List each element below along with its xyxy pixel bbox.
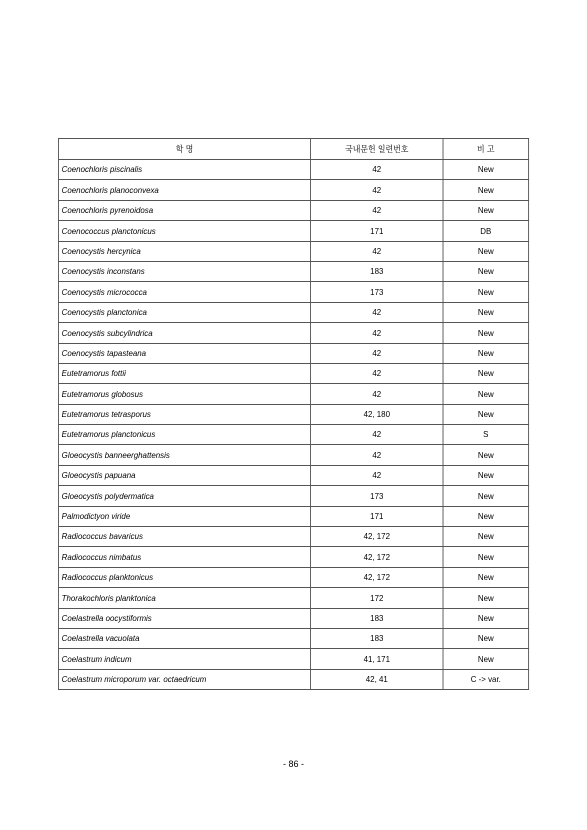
species-name-cell: Coelastrum indicum bbox=[58, 649, 310, 669]
remark-cell: New bbox=[443, 588, 529, 608]
table-row bbox=[58, 282, 528, 302]
remark-cell: New bbox=[443, 302, 529, 322]
table-row bbox=[58, 669, 528, 689]
table-row bbox=[58, 547, 528, 567]
header-reference-number: 국내문헌 일련번호 bbox=[311, 139, 443, 160]
table-row bbox=[58, 261, 528, 281]
table-header-row bbox=[58, 139, 528, 160]
species-name-cell: Coenocystis hercynica bbox=[58, 241, 310, 261]
table-row bbox=[58, 506, 528, 526]
table-row bbox=[58, 384, 528, 404]
remark-cell: New bbox=[443, 384, 529, 404]
remark-cell: New bbox=[443, 200, 529, 220]
species-name-cell: Radiococcus planktonicus bbox=[58, 567, 310, 587]
table-body bbox=[58, 160, 528, 690]
table-row bbox=[58, 567, 528, 587]
species-name-cell: Gloeocystis papuana bbox=[58, 465, 310, 485]
header-scientific-name: 학 명 bbox=[58, 139, 310, 160]
remark-cell: New bbox=[443, 343, 529, 363]
species-name-cell: Radiococcus bavaricus bbox=[58, 527, 310, 547]
species-name-cell: Eutetramorus fottii bbox=[58, 363, 310, 383]
table-row bbox=[58, 343, 528, 363]
table-row bbox=[58, 363, 528, 383]
table-row bbox=[58, 323, 528, 343]
remark-cell: New bbox=[443, 363, 529, 383]
reference-number-cell: 42 bbox=[311, 425, 443, 445]
remark-cell: C -> var. bbox=[443, 669, 529, 689]
reference-number-cell: 171 bbox=[311, 221, 443, 241]
species-name-cell: Palmodictyon viride bbox=[58, 506, 310, 526]
table-row bbox=[58, 608, 528, 628]
reference-number-cell: 42, 41 bbox=[311, 669, 443, 689]
reference-number-cell: 42, 180 bbox=[311, 404, 443, 424]
page-number: - 86 - bbox=[282, 759, 304, 769]
table-row bbox=[58, 200, 528, 220]
species-name-cell: Gloeocystis polydermatica bbox=[58, 486, 310, 506]
table-row bbox=[58, 241, 528, 261]
table-row bbox=[58, 445, 528, 465]
species-name-cell: Coenocystis planctonica bbox=[58, 302, 310, 322]
reference-number-cell: 42 bbox=[311, 180, 443, 200]
remark-cell: New bbox=[443, 282, 529, 302]
species-name-cell: Eutetramorus tetrasporus bbox=[58, 404, 310, 424]
remark-cell: New bbox=[443, 567, 529, 587]
remark-cell: New bbox=[443, 547, 529, 567]
species-name-cell: Coenocystis micrococca bbox=[58, 282, 310, 302]
species-name-cell: Coenochloris piscinalis bbox=[58, 160, 310, 180]
species-name-cell: Coenocystis inconstans bbox=[58, 261, 310, 281]
table-row bbox=[58, 180, 528, 200]
reference-number-cell: 42 bbox=[311, 200, 443, 220]
table-row bbox=[58, 221, 528, 241]
table-row bbox=[58, 527, 528, 547]
species-name-cell: Radiococcus nimbatus bbox=[58, 547, 310, 567]
reference-number-cell: 42, 172 bbox=[311, 527, 443, 547]
reference-number-cell: 172 bbox=[311, 588, 443, 608]
remark-cell: S bbox=[443, 425, 529, 445]
remark-cell: New bbox=[443, 160, 529, 180]
table-row bbox=[58, 486, 528, 506]
table-row bbox=[58, 628, 528, 648]
remark-cell: New bbox=[443, 261, 529, 281]
remark-cell: New bbox=[443, 404, 529, 424]
reference-number-cell: 42 bbox=[311, 241, 443, 261]
reference-number-cell: 41, 171 bbox=[311, 649, 443, 669]
header-remarks: 비 고 bbox=[443, 139, 529, 160]
species-table bbox=[58, 138, 529, 690]
remark-cell: DB bbox=[443, 221, 529, 241]
table-row bbox=[58, 302, 528, 322]
reference-number-cell: 42, 172 bbox=[311, 567, 443, 587]
species-name-cell: Coenochloris pyrenoidosa bbox=[58, 200, 310, 220]
species-name-cell: Coenochloris planoconvexa bbox=[58, 180, 310, 200]
reference-number-cell: 42 bbox=[311, 343, 443, 363]
species-name-cell: Eutetramorus globosus bbox=[58, 384, 310, 404]
species-name-cell: Coenococcus planctonicus bbox=[58, 221, 310, 241]
reference-number-cell: 42, 172 bbox=[311, 547, 443, 567]
remark-cell: New bbox=[443, 608, 529, 628]
remark-cell: New bbox=[443, 628, 529, 648]
species-name-cell: Gloeocystis banneerghattensis bbox=[58, 445, 310, 465]
table-row bbox=[58, 404, 528, 424]
reference-number-cell: 42 bbox=[311, 384, 443, 404]
reference-number-cell: 42 bbox=[311, 445, 443, 465]
reference-number-cell: 42 bbox=[311, 465, 443, 485]
table-row bbox=[58, 465, 528, 485]
reference-number-cell: 173 bbox=[311, 282, 443, 302]
species-name-cell: Thorakochloris planktonica bbox=[58, 588, 310, 608]
species-name-cell: Coenocystis subcylindrica bbox=[58, 323, 310, 343]
remark-cell: New bbox=[443, 506, 529, 526]
remark-cell: New bbox=[443, 323, 529, 343]
species-name-cell: Coenocystis tapasteana bbox=[58, 343, 310, 363]
table-row bbox=[58, 160, 528, 180]
reference-number-cell: 183 bbox=[311, 261, 443, 281]
remark-cell: New bbox=[443, 465, 529, 485]
species-name-cell: Coelastrella vacuolata bbox=[58, 628, 310, 648]
table-row bbox=[58, 425, 528, 445]
remark-cell: New bbox=[443, 445, 529, 465]
table-row bbox=[58, 649, 528, 669]
remark-cell: New bbox=[443, 486, 529, 506]
reference-number-cell: 171 bbox=[311, 506, 443, 526]
remark-cell: New bbox=[443, 649, 529, 669]
reference-number-cell: 183 bbox=[311, 628, 443, 648]
species-name-cell: Eutetramorus planctonicus bbox=[58, 425, 310, 445]
reference-number-cell: 42 bbox=[311, 323, 443, 343]
reference-number-cell: 42 bbox=[311, 363, 443, 383]
reference-number-cell: 183 bbox=[311, 608, 443, 628]
species-name-cell: Coelastrum microporum var. octaedricum bbox=[58, 669, 310, 689]
table-row bbox=[58, 588, 528, 608]
remark-cell: New bbox=[443, 527, 529, 547]
species-name-cell: Coelastrella oocystiformis bbox=[58, 608, 310, 628]
reference-number-cell: 42 bbox=[311, 160, 443, 180]
reference-number-cell: 173 bbox=[311, 486, 443, 506]
reference-number-cell: 42 bbox=[311, 302, 443, 322]
remark-cell: New bbox=[443, 180, 529, 200]
remark-cell: New bbox=[443, 241, 529, 261]
